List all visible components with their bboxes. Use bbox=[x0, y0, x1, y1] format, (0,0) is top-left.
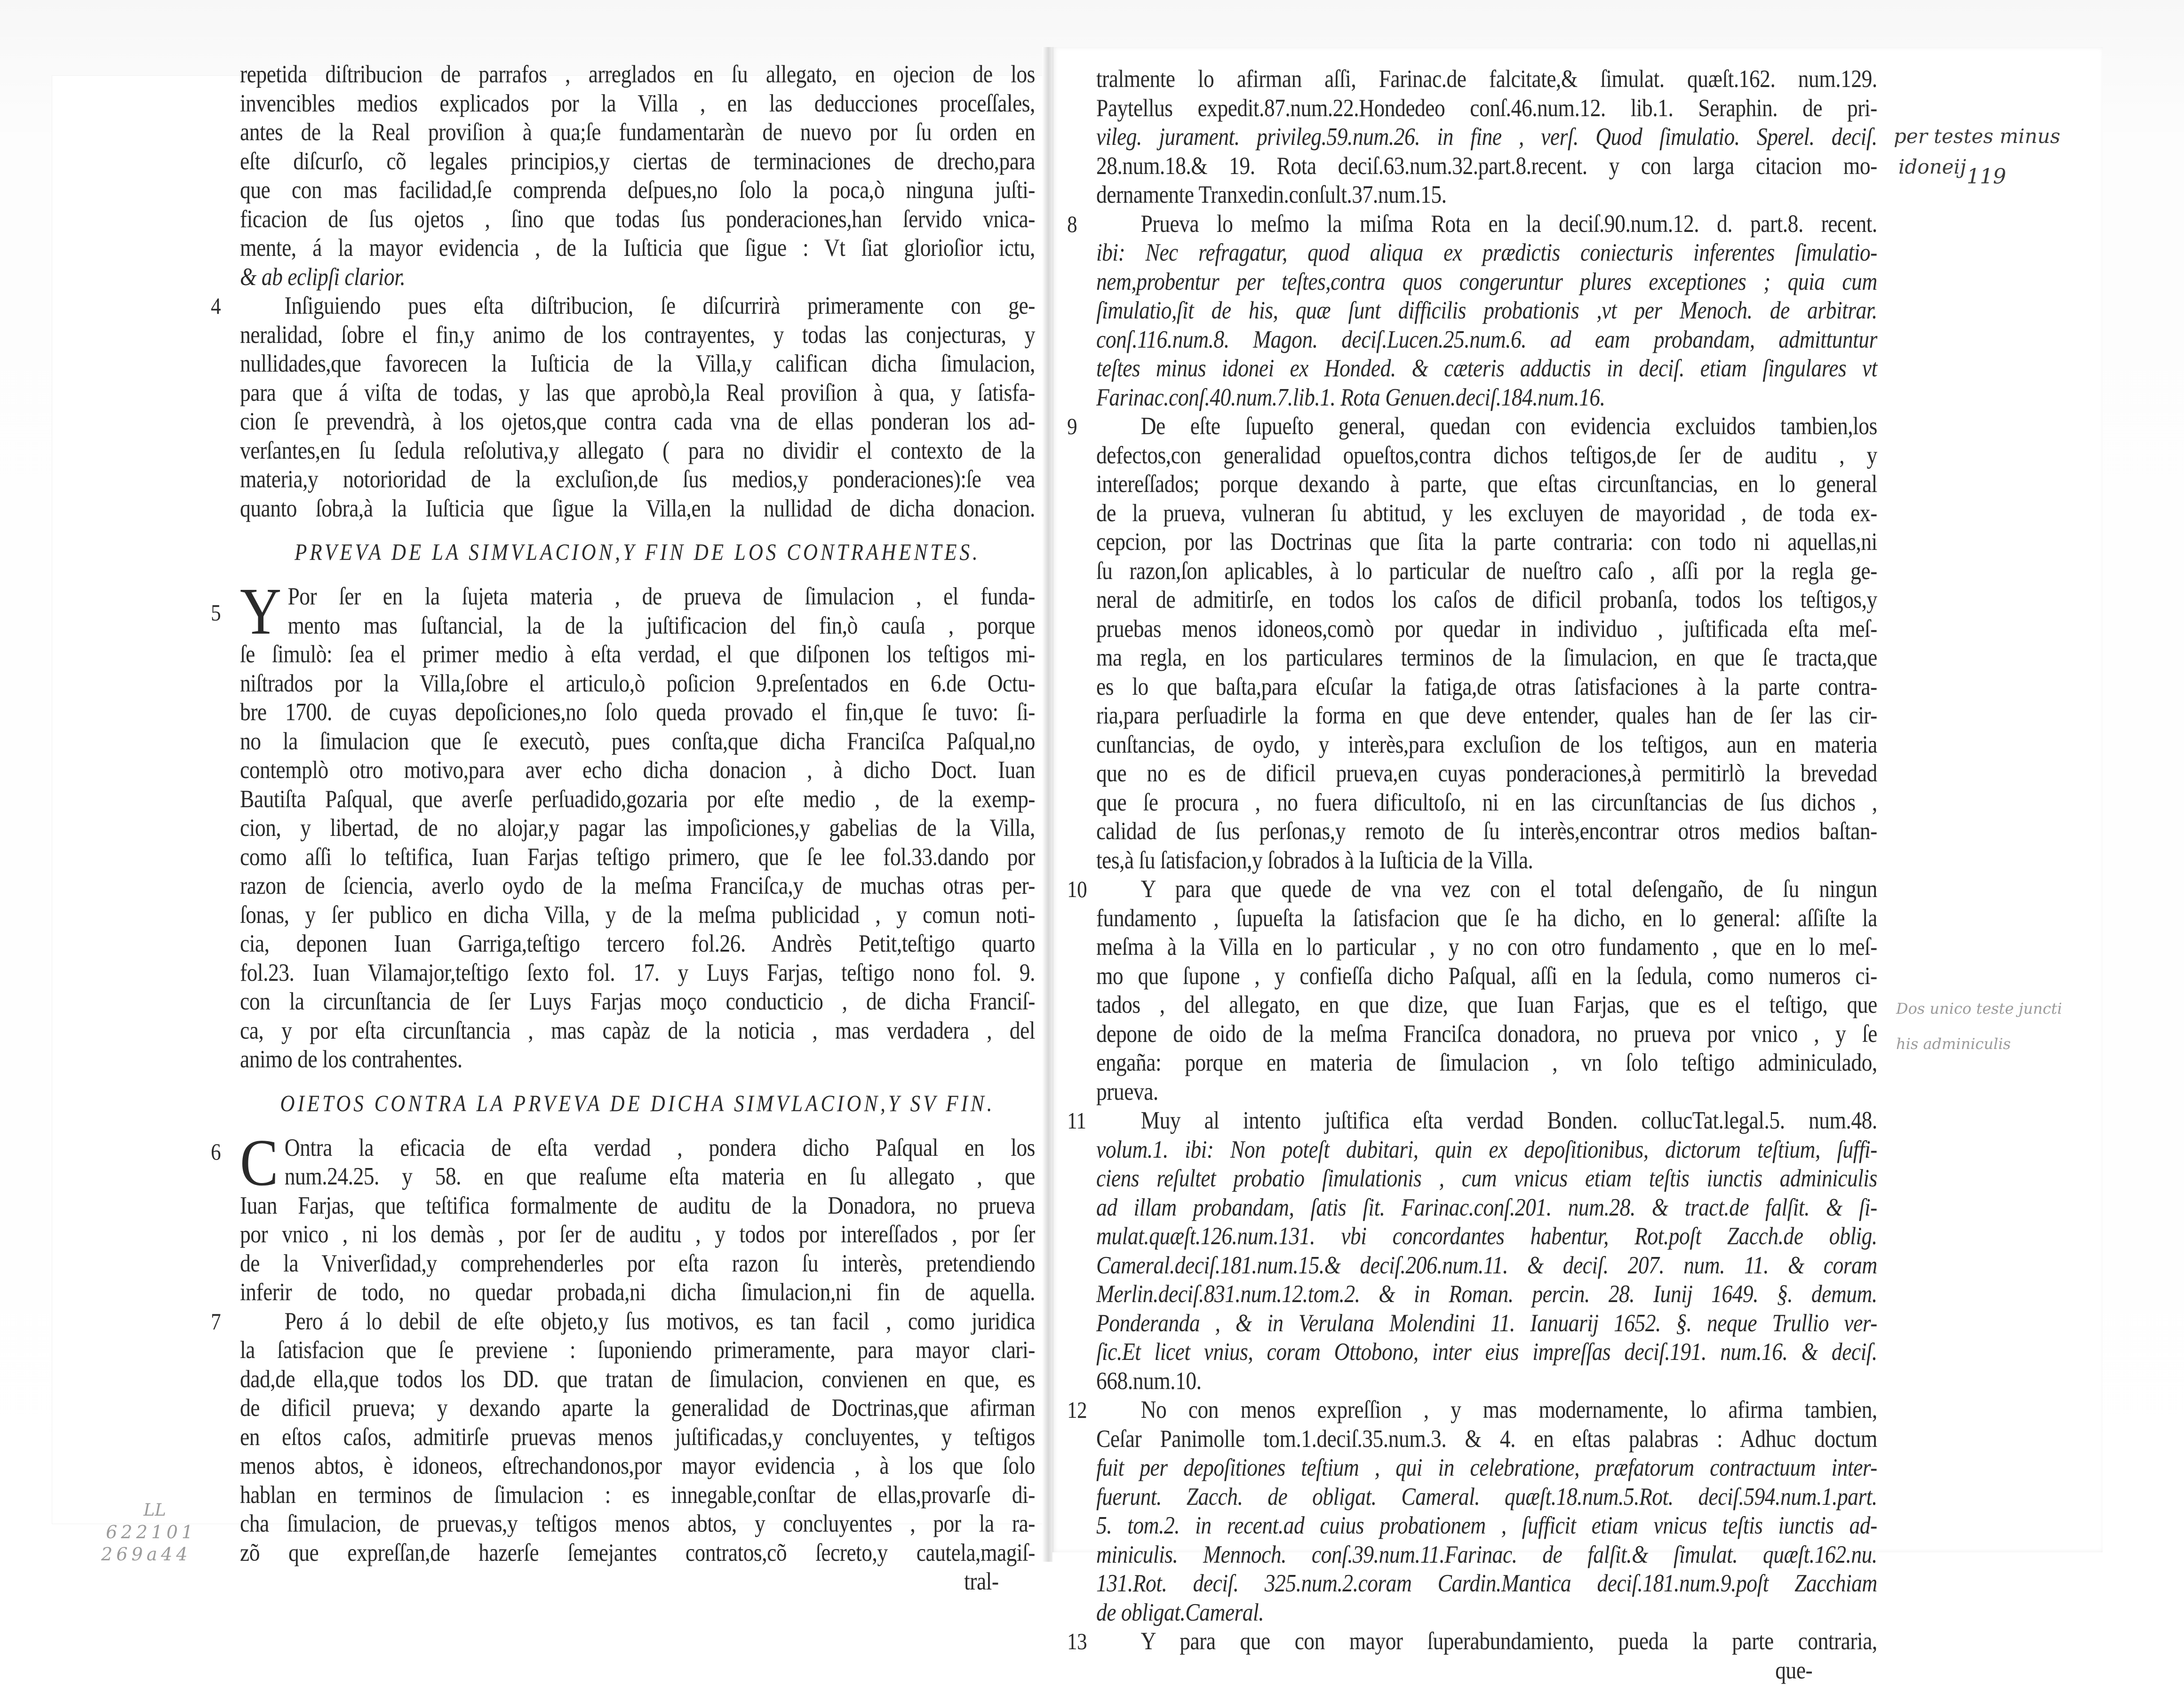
text-line: que con mas facilidad,ſe comprenda deſpues,no ſolo la poca,ò ninguna juſti- bbox=[240, 176, 1035, 205]
text-line: por vnico , ni los demàs , por ſer de auditu , y todos por intereſſados , por ſer bbox=[240, 1220, 1035, 1249]
paragraph-number: 4 bbox=[211, 292, 221, 321]
text-line: cha ſimulacion, de pruevas,y teſtigos menos abtos, y concluyentes , por la ra- bbox=[240, 1510, 1035, 1539]
paragraph-number: 13 bbox=[1067, 1627, 1087, 1656]
text-line: ſe ſimulò: ſea el primer medio à eſta verdad, el que diſponen los teſtigos mi- bbox=[240, 640, 1035, 669]
text-line: No con menos expreſſion , y mas modernamente, lo afirma tambien, bbox=[1096, 1396, 1877, 1425]
text-line: ſu razon,ſon aplicables, à lo particular de nueſtro caſo , aſſi por la regla ge- bbox=[1096, 557, 1877, 586]
paragraph-number: 9 bbox=[1067, 412, 1077, 441]
text-line: Pero á lo debil de eſte objeto,y ſus motivos, es tan facil , como juridica bbox=[240, 1307, 1035, 1336]
text-line: repetida diſtribucion de parrafos , arreglados en ſu allegato, en ojecion de los bbox=[240, 60, 1035, 89]
handwritten-margin-note: per testes minus bbox=[1894, 125, 2060, 148]
book-spine-shadow bbox=[1042, 47, 1052, 1562]
paragraph-4 bbox=[240, 292, 1035, 523]
text-line: dernamente Tranxedin.conſult.37.num.15. bbox=[1096, 181, 1877, 210]
text-line: invencibles medios explicados por la Villa , en las deducciones proceſſales, bbox=[240, 89, 1035, 119]
text-line: & ab eclipſi clarior. bbox=[240, 263, 1035, 292]
text-line: mente, á la mayor evidencia , de la Iuſticia que ſigue : Vt ſiat glorioſior ictu, bbox=[240, 234, 1035, 263]
text-line: ſimulatio,ſit de his, quæ ſunt difficilis probationis ,vt per Menoch. de arbitrar. bbox=[1096, 296, 1877, 326]
text-line: verſantes,en ſu ſedula reſolutiva,y allegato ( para no dividir el contexto de la bbox=[240, 437, 1035, 466]
text-line: intereſſados; porque dexando à parte, que eſtas circunſtancias, en lo general bbox=[1096, 470, 1877, 499]
text-line: Merlin.deciſ.831.num.12.tom.2. & in Roman. percin. 28. Iunij 1649. §. demum. bbox=[1096, 1280, 1877, 1309]
text-line: ca, y por eſta circunſtancia , mas capàz de la noticia , mas verdadera , del bbox=[240, 1017, 1035, 1046]
text-line: como aſſi lo teſtifica, Iuan Farjas teſtigo primero, que ſe lee fol.33.dando por bbox=[240, 843, 1035, 872]
text-line: meſma à la Villa en lo particular , y no con otro fundamento , que en lo meſ- bbox=[1096, 933, 1877, 962]
paragraph-number: 6 bbox=[211, 1137, 221, 1167]
text-line: mo que ſupone , y confieſſa dicho Paſqual, aſſi en la ſedula, como numeros ci- bbox=[1096, 962, 1877, 991]
text-line: materia,y notorioridad de la excluſion,de ſus medios,y ponderaciones):ſe vea bbox=[240, 465, 1035, 494]
folio-number: 119 bbox=[1967, 165, 2006, 189]
text-line: Prueva lo meſmo la miſma Rota en la deciſ.90.num.12. d. part.8. recent. bbox=[1096, 210, 1877, 239]
text-line: mento mas ſuſtancial, la de la juſtificacion del fin,ò cauſa , porque bbox=[240, 612, 1035, 641]
section-heading: OIETOS CONTRA LA PRVEVA DE DICHA SIMVLACION,Y SV FIN. bbox=[240, 1089, 1035, 1118]
paragraph-6 bbox=[240, 1134, 1035, 1307]
drop-cap: C bbox=[240, 1135, 278, 1190]
text-line: pruebas menos idoneos,comò por quedar in individuo , juſtificada eſta meſ- bbox=[1096, 615, 1877, 644]
text-line: fuit per depoſitiones teſtium , qui in celebratione, præfatorum contractuum inter- bbox=[1096, 1454, 1877, 1483]
text-line: Bautiſta Paſqual, que averſe perſuadido,gozaria por eſte medio , de la exemp- bbox=[240, 785, 1035, 814]
paragraph-number: 11 bbox=[1067, 1106, 1086, 1136]
text-line: Ontra la eficacia de eſta verdad , pondera dicho Paſqual en los bbox=[240, 1134, 1035, 1163]
handwritten-margin-note: idoneij bbox=[1898, 155, 1966, 178]
paragraph-number: 7 bbox=[211, 1307, 221, 1336]
text-line: prueva. bbox=[1096, 1078, 1877, 1107]
text-line: miniculis. Mennoch. conſ.39.num.11.Farinac. de falſit.& ſimulat. quæſt.162.nu. bbox=[1096, 1541, 1877, 1570]
text-line: Ceſar Panimolle tom.1.deciſ.35.num.3. & 4. en eſtas palabras : Adhuc doctum bbox=[1096, 1425, 1877, 1454]
handwritten-margin-note: Dos unico teste juncti bbox=[1896, 1000, 2062, 1017]
paragraph-intro bbox=[240, 60, 1035, 292]
text-line: hablan en terminos de ſimulacion : es innegable,conſtar de ellas,provarſe di- bbox=[240, 1481, 1035, 1510]
text-line: de la Vniverſidad,y comprehenderles por eſta razon ſu interès, pretendiendo bbox=[240, 1249, 1035, 1279]
text-line: cunſtancias, de oydo, y interès,para excluſion de los teſtigos, aun en materia bbox=[1096, 731, 1877, 760]
handwritten-note: 622101 bbox=[106, 1522, 197, 1542]
text-line: Muy al intento juſtifica eſta verdad Bonden. collucTat.legal.5. num.48. bbox=[1096, 1106, 1877, 1136]
paragraph-11 bbox=[1096, 1106, 1877, 1396]
text-line: en eſtos caſos, admitirſe pruevas menos juſtificadas,y concluyentes, y teſtigos bbox=[240, 1423, 1035, 1452]
text-line: cion ſe prevendrà, à los ojetos,que contra cada vna de ellas ponderan los ad- bbox=[240, 407, 1035, 437]
text-line: Iuan Farjas, que teſtifica formalmente de auditu de la Donadora, no prueva bbox=[240, 1192, 1035, 1221]
paragraph-9 bbox=[1096, 412, 1877, 875]
text-line: ſonas, y ſer publico en dicha Villa, y de la meſma publicidad , y comun noti- bbox=[240, 901, 1035, 930]
text-line: Y para que quede de vna vez con el total deſengaño, de ſu ningun bbox=[1096, 875, 1877, 904]
text-line: con la circunſtancia de ſer Luys Farjas moço conducticio , de dicha Franciſ- bbox=[240, 987, 1035, 1017]
text-line: fol.23. Iuan Vilamajor,teſtigo ſexto fol. 17. y Luys Farjas, teſtigo nono fol. 9. bbox=[240, 959, 1035, 988]
text-line: ciens reſultet probatio ſimulationis , cum vnicus etiam teſtis iunctis adminiculis bbox=[1096, 1164, 1877, 1193]
catchword: tral- bbox=[240, 1567, 1035, 1597]
paragraph-continuation bbox=[1096, 65, 1877, 210]
text-line: neral de admitirſe, en todos los caſos de dificil probanſa, todos los teſtigos,y bbox=[1096, 586, 1877, 615]
paragraph-10 bbox=[1096, 875, 1877, 1106]
text-line: bre 1700. de cuyas depoſiciones,no ſolo queda provado el fin,que ſe tuvo: ſi- bbox=[240, 698, 1035, 727]
paragraph-7 bbox=[240, 1307, 1035, 1597]
text-line: depone de oido de la meſma Franciſca donadora, no prueva por vnico , y ſe bbox=[1096, 1020, 1877, 1049]
paragraph-8 bbox=[1096, 210, 1877, 413]
text-line: 131.Rot. deciſ. 325.num.2.coram Cardin.Mantica deciſ.181.num.9.poſt Zacchiam bbox=[1096, 1569, 1877, 1598]
text-line: volum.1. ibi: Non poteſt dubitari, quin ex depoſitionibus, dictorum teſtium, ſuffi- bbox=[1096, 1136, 1877, 1165]
text-line: 5. tom.2. in recent.ad cuius probationem , ſufficit etiam vnicus teſtis iunctis ad- bbox=[1096, 1511, 1877, 1541]
text-line: mulat.quæſt.126.num.131. vbi concordantes habentur, Rot.poſt Zacch.de oblig. bbox=[1096, 1222, 1877, 1251]
text-line: fuerunt. Zacch. de obligat. Cameral. quæſt.18.num.5.Rot. deciſ.594.num.1.part. bbox=[1096, 1483, 1877, 1512]
text-line: Por ſer en la ſujeta materia , de prueva de ſimulacion , el funda- bbox=[240, 582, 1035, 612]
text-line: inferir de todo, no quedar probada,ni dicha ſimulacion,ni fin de aquella. bbox=[240, 1278, 1035, 1307]
paragraph-number: 8 bbox=[1067, 210, 1077, 239]
text-line: cepcion, por las Doctrinas que ſita la parte contraria: con todo ni aquellas,ni bbox=[1096, 528, 1877, 557]
paragraph-13 bbox=[1096, 1627, 1877, 1685]
text-line: dad,de ella,que todos los DD. que tratan de ſimulacion, convienen en que, es bbox=[240, 1365, 1035, 1394]
text-line: fundamento , ſupueſta la ſatisfacion que ſe ha dicho, en lo general: aſſiſte la bbox=[1096, 904, 1877, 933]
text-line: nem,probentur per teſtes,contra quos congeruntur plures exceptiones ; quia cum bbox=[1096, 268, 1877, 297]
handwritten-note: LL bbox=[143, 1501, 166, 1520]
paragraph-number: 12 bbox=[1067, 1396, 1087, 1425]
text-line: tados , del allegato, en que dize, que Iuan Farjas, que es el teſtigo, que bbox=[1096, 991, 1877, 1020]
text-line: quanto ſobra,à la Iuſticia que ſigue la Villa,en la nullidad de dicha donacion. bbox=[240, 494, 1035, 524]
text-line: eſte diſcurſo, cõ legales principios,y ciertas de terminaciones de drecho,para bbox=[240, 147, 1035, 176]
text-line: de la prueva, vulneran ſu abtitud, y les excluyen de mayoridad , de toda ex- bbox=[1096, 499, 1877, 528]
text-line: Ponderanda , & in Verulana Molendini 11. Ianuarij 1652. §. neque Trullio ver- bbox=[1096, 1309, 1877, 1338]
paragraph-12 bbox=[1096, 1396, 1877, 1627]
text-line: ſic.Et licet vnius, coram Ottobono, inter eius impreſſas deciſ.191. num.16. & deciſ. bbox=[1096, 1338, 1877, 1367]
text-line: niſtrados por la Villa,ſobre el articulo,ò poſicion 9.preſentados en 6.de Octu- bbox=[240, 669, 1035, 699]
text-line: cia, deponen Iuan Garriga,teſtigo tercero fol.26. Andrès Petit,teſtigo quarto bbox=[240, 930, 1035, 959]
text-line: la ſatisfacion que ſe previene : ſuponiendo primeramente, para mayor clari- bbox=[240, 1336, 1035, 1365]
text-line: Y para que con mayor ſuperabundamiento, pueda la parte contraria, bbox=[1096, 1627, 1877, 1656]
text-line: ad illam probandam, ſatis ſit. Farinac.conſ.201. num.28. & tract.de falſit. & ſi- bbox=[1096, 1193, 1877, 1223]
text-line: que ſe procura , no fuera dificultoſo, ni en las circunſtancias de ſus dichos , bbox=[1096, 788, 1877, 818]
text-line: contemplò otro motivo,para aver echo dicha donacion , à dicho Doct. Iuan bbox=[240, 756, 1035, 785]
text-line: Cameral.deciſ.181.num.15.& deciſ.206.num.11. & deciſ. 207. num. 11. & coram bbox=[1096, 1251, 1877, 1280]
text-line: Farinac.conſ.40.num.7.lib.1. Rota Genuen.deciſ.184.num.16. bbox=[1096, 383, 1877, 413]
text-line: ria,para perſuadirle la forma en que deve entender, quales han de ſer las cir- bbox=[1096, 701, 1877, 731]
section-heading: PRVEVA DE LA SIMVLACION,Y FIN DE LOS CONTRAHENTES. bbox=[240, 537, 1035, 566]
text-line: vileg. jurament. privileg.59.num.26. in fine , verſ. Quod ſimulatio. Sperel. deciſ. bbox=[1096, 123, 1877, 152]
text-line: tralmente lo afirman aſſi, Farinac.de falcitate,& ſimulat. quæſt.162. num.129. bbox=[1096, 65, 1877, 94]
text-line: antes de la Real proviſion à qua;ſe fundamentaràn de nuevo por ſu orden en bbox=[240, 118, 1035, 147]
text-line: engaña: porque en materia de ſimulacion , vn ſolo teſtigo adminiculado, bbox=[1096, 1049, 1877, 1078]
text-line: teſtes minus idonei ex Honded. & cæteris adductis in deciſ. etiam ſingulares vt bbox=[1096, 354, 1877, 383]
text-line: no la ſimulacion que ſe executò, pues conſta,que dicha Franciſca Paſqual,no bbox=[240, 727, 1035, 756]
text-line: calidad de ſus perſonas,y remoto de ſu interès,encontrar otros medios baſtan- bbox=[1096, 817, 1877, 846]
text-line: cion, y libertad, de no alojar,y pagar las impoſiciones,y gabelias de la Villa, bbox=[240, 814, 1035, 843]
text-line: neralidad, ſobre el fin,y animo de los contrayentes, y todas las conjecturas, y bbox=[240, 321, 1035, 350]
text-line: Paytellus expedit.87.num.22.Hondedeo conſ.46.num.12. lib.1. Seraphin. de pri- bbox=[1096, 94, 1877, 123]
text-line: nullidades,que favorecen la Iuſticia de la Villa,y califican dicha ſimulacion, bbox=[240, 350, 1035, 379]
text-line: menos abtos, è idoneos, eſtrechandonos,por mayor evidencia , à los que ſolo bbox=[240, 1452, 1035, 1481]
text-line: De eſte ſupueſto general, quedan con evidencia excluidos tambien,los bbox=[1096, 412, 1877, 441]
paragraph-number: 5 bbox=[211, 598, 221, 628]
paragraph-number: 10 bbox=[1067, 875, 1087, 904]
text-line: tes,à ſu ſatisfacion,y ſobrados à la Iuſticia de la Villa. bbox=[1096, 846, 1877, 875]
text-line: 28.num.18.& 19. Rota deciſ.63.num.32.part.8.recent. y con larga citacion mo- bbox=[1096, 152, 1877, 181]
text-line: defectos,con generalidad opueſtos,contra dichos teſtigos,de ſer de auditu , y bbox=[1096, 441, 1877, 470]
text-line: de obligat.Cameral. bbox=[1096, 1598, 1877, 1628]
text-line: Inſiguiendo pues eſta diſtribucion, ſe diſcurrirà primeramente con ge- bbox=[240, 292, 1035, 321]
drop-cap: Y bbox=[240, 583, 281, 639]
text-line: ibi: Nec refragatur, quod aliqua ex prædictis coniecturis inferentes ſimulatio- bbox=[1096, 238, 1877, 268]
text-line: conſ.116.num.8. Magon. deciſ.Lucen.25.num.6. ad eam probandam, admittuntur bbox=[1096, 326, 1877, 355]
text-line: razon de ſciencia, averlo oydo de la meſma Franciſca,y de muchas otras per- bbox=[240, 872, 1035, 901]
catchword: que- bbox=[1096, 1656, 1877, 1685]
text-line: ma regla, en los particulares terminos de la ſimulacion, en que ſe tracta,que bbox=[1096, 644, 1877, 673]
text-line: de dificil prueva; y dexando aparte la generalidad de Doctrinas,que afirman bbox=[240, 1394, 1035, 1423]
text-line: animo de los contrahentes. bbox=[240, 1045, 1035, 1074]
handwritten-note: 269a44 bbox=[101, 1544, 191, 1565]
text-line: para que á viſta de todas, y las que aprobò,la Real proviſion à qua, y ſatisfa- bbox=[240, 379, 1035, 408]
text-line: 668.num.10. bbox=[1096, 1367, 1877, 1396]
paragraph-5 bbox=[240, 582, 1035, 1074]
handwritten-margin-note: his adminiculis bbox=[1896, 1035, 2011, 1053]
left-page-text bbox=[240, 60, 1035, 1597]
text-line: num.24.25. y 58. en que reaſume eſta materia en ſu allegato , que bbox=[240, 1162, 1035, 1192]
text-line: es lo que baſta,para eſcuſar la fatiga,de otras ſatisfaciones à la parte contra- bbox=[1096, 673, 1877, 702]
right-page-text bbox=[1096, 65, 1877, 1685]
text-line: zõ que expreſſan,de hazerſe ſemejantes contratos,cõ ſecreto,y cautela,magiſ- bbox=[240, 1539, 1035, 1568]
text-line: ficacion de ſus ojetos , ſino que todas ſus ponderaciones,han ſervido vnica- bbox=[240, 205, 1035, 234]
text-line: que no es de dificil prueva,en cuyas ponderaciones,à permitirlò la brevedad bbox=[1096, 759, 1877, 788]
